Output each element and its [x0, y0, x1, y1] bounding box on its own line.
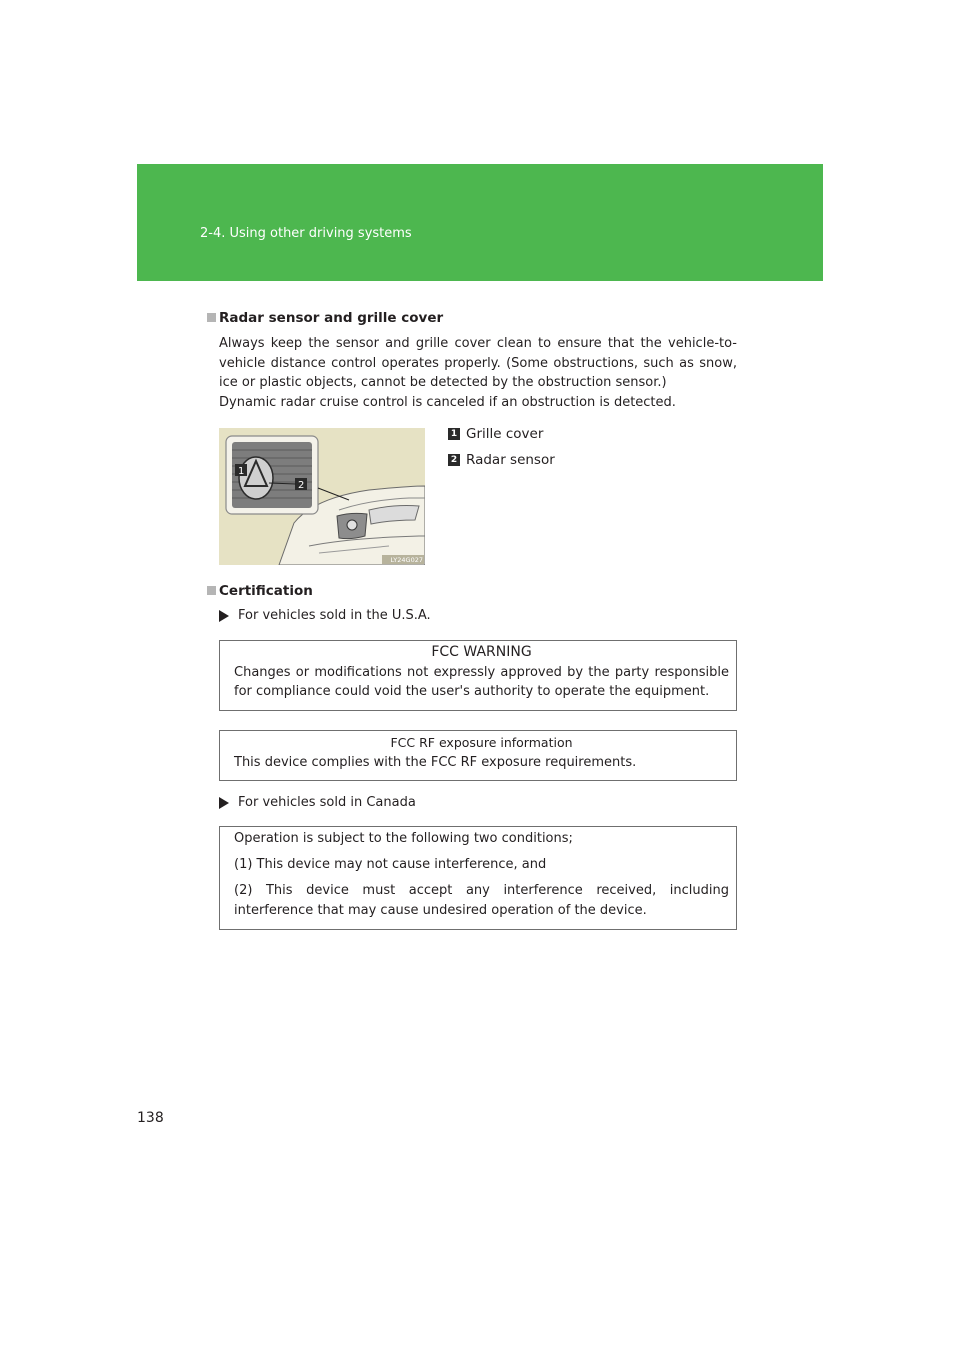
- usa-label: For vehicles sold in the U.S.A.: [238, 608, 431, 623]
- radar-heading: [207, 310, 443, 326]
- fcc-rf-box: [219, 730, 737, 781]
- legend-item-grille-cover: [448, 426, 543, 442]
- canada-bullet: [219, 795, 416, 810]
- canada-condition-2: (2) This device must accept any interference received, including interference that may cause undesired operation of the device.: [234, 883, 729, 918]
- svg-text:1: 1: [238, 466, 245, 477]
- svg-text:2: 2: [298, 480, 305, 491]
- number-2-icon: 2: [448, 454, 460, 466]
- square-bullet-icon: [207, 586, 216, 595]
- usa-bullet: [219, 608, 431, 623]
- section-header-bar: [137, 164, 823, 281]
- canada-box: [219, 826, 737, 930]
- certification-heading-text: Certification: [219, 583, 313, 599]
- fcc-warning-title: FCC WARNING: [431, 644, 532, 660]
- canada-intro: Operation is subject to the following two conditions;: [234, 831, 573, 846]
- triangle-bullet-icon: [219, 610, 229, 622]
- car-front-drawing: [219, 428, 425, 565]
- canada-label: For vehicles sold in Canada: [238, 795, 416, 810]
- legend-item-radar-sensor: [448, 452, 555, 468]
- radar-heading-text: Radar sensor and grille cover: [219, 310, 444, 326]
- canada-condition-1: (1) This device may not cause interference, and: [234, 856, 547, 872]
- legend-label: Grille cover: [466, 426, 544, 442]
- fcc-warning-box: [219, 640, 737, 711]
- square-bullet-icon: [207, 313, 216, 322]
- number-1-icon: 1: [448, 428, 460, 440]
- page-number: 138: [137, 1110, 164, 1126]
- radar-paragraph-1: Always keep the sensor and grille cover clean to ensure that the vehicle-to-vehicle distance control operates properly. (Some obstructions, such as snow, ice or plastic objects, cannot be detected by the obstruction sensor.): [219, 336, 737, 390]
- grille-radar-illustration: [219, 428, 425, 565]
- fcc-warning-body: Changes or modifications not expressly approved by the party responsible for compliance could void the user's authority to operate the equipment.: [234, 664, 729, 699]
- triangle-bullet-icon: [219, 797, 229, 809]
- fcc-rf-title: FCC RF exposure information: [390, 735, 573, 750]
- legend-label: Radar sensor: [466, 452, 555, 468]
- radar-paragraph-2: Dynamic radar cruise control is canceled if an obstruction is detected.: [219, 394, 676, 410]
- radar-paragraph: [219, 334, 737, 412]
- fcc-rf-body: This device complies with the FCC RF exposure requirements.: [234, 754, 637, 770]
- certification-heading: [207, 583, 313, 599]
- section-title: 2-4. Using other driving systems: [200, 226, 412, 241]
- image-code: LY24G027: [390, 556, 423, 564]
